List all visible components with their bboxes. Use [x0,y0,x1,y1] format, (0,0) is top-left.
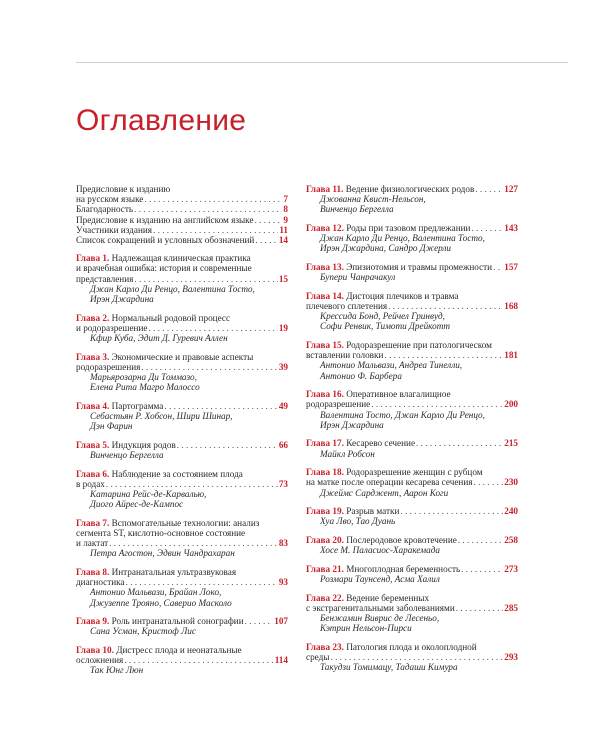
chapter-label: Глава 13. [306,262,344,272]
front-matter-entry [76,235,288,245]
chapter-authors: Джан Карло Ди Ренцо, Валентина Тосто, [320,233,485,244]
entry-leader-line [76,204,288,214]
chapter-title-text: Дистресс плода и неонатальные [116,645,242,656]
chapter-authors: Катарина Рейс-де-Карвалью, [90,489,207,500]
page-number: 107 [274,616,288,627]
chapter-title-end [76,577,125,587]
dot-leader [134,204,282,214]
chapter-entry [76,313,288,344]
chapter-title-text: с экстрагенитальными заболеваниями [306,602,455,613]
chapter-title-text: Послеродовое кровотечение [346,535,457,545]
chapter-title-text: Родоразрешение при патологическом [346,340,492,350]
chapter-title-end [306,184,474,194]
chapter-leader-line [306,535,518,545]
chapter-title-end [76,323,147,333]
dot-leader [144,194,282,204]
chapter-title-line [306,340,518,350]
chapter-title-text: Экономические и правовые аспекты [111,351,254,362]
dot-leader [255,235,277,245]
chapter-title-end [76,362,140,372]
chapter-title-line [76,518,288,528]
chapter-entry [306,467,518,498]
chapter-entry [306,262,518,282]
chapter-title-line [306,389,518,399]
chapter-title-line [76,567,288,577]
chapter-authors: Марьярозарна Ди Томмазо, [90,372,197,383]
chapter-title-text: Нормальный родовой процесс [111,312,231,323]
chapter-authors: Сана Усман, Кристоф Лис [90,626,196,637]
dot-leader [245,616,274,626]
dot-leader [456,603,503,613]
page-number: 181 [504,350,518,361]
chapter-label: Глава 3. [76,351,110,362]
front-matter-entry [76,225,288,235]
chapter-title-text: родоразрешения [76,361,141,372]
chapter-label: Глава 9. [76,616,110,627]
chapter-entry [76,518,288,559]
chapter-authors: Бенжамин Виврис де Лесеньо, [320,613,440,623]
page-number: 11 [279,224,288,235]
chapter-label: Глава 7. [76,517,110,528]
chapter-entry [306,564,518,584]
chapter-title-line [76,263,288,273]
chapter-title-end [306,506,399,516]
chapter-authors: Ирэн Джардина [320,419,384,430]
entry-title: на русском языке [76,194,144,205]
page-number: 114 [274,655,288,666]
chapter-title-line [306,593,518,603]
page-number: 143 [504,223,518,233]
chapter-title-text: Роды при тазовом предлежании [346,223,471,233]
chapter-leader-line [76,479,288,489]
dot-leader [106,479,278,489]
dot-leader [255,215,283,225]
dot-leader [153,225,278,235]
page-number: 9 [283,214,288,225]
chapter-title-text: представления [76,273,134,284]
entry-leader-line [76,215,288,225]
chapter-authors: Джан Карло Ди Ренцо, Валентина Тосто, [90,283,255,294]
chapter-leader-line [306,603,518,613]
chapter-authors: Антонио Мальвази, Андреа Тинелли, [320,360,463,371]
chapter-entry [76,253,288,304]
chapter-authors: Винченцо Бергелла [90,450,164,461]
page-number: 8 [283,204,288,215]
entry-leader-line [76,194,288,204]
front-matter-entry [76,204,288,214]
chapter-label: Глава 12. [306,223,344,233]
chapter-label: Глава 23. [306,641,344,652]
page-number: 83 [278,538,288,549]
chapter-title-text: Интранатальная ультразвуковая [111,567,237,578]
chapter-label: Глава 14. [306,290,344,301]
page-number: 215 [504,438,518,449]
entry-leader-line [76,225,288,235]
chapter-leader-line [306,477,518,487]
chapter-title-text: среды [306,652,330,662]
chapter-authors: Бупери Чанрачакул [320,272,396,283]
chapter-title-end [76,616,244,626]
chapter-label: Глава 21. [306,563,344,574]
chapter-title-text: Эпизиотомия и травмы промежности [346,262,493,272]
entry-title: Список сокращений и условных обозначений [76,235,255,246]
entry-leader-line [76,235,288,245]
chapter-title-line [76,352,288,362]
chapter-title-text: Родоразрешение женщин с рубцом [346,467,483,478]
chapter-entry [76,440,288,460]
dot-leader [109,538,278,548]
chapter-leader-line [76,616,288,626]
page-number: 49 [278,400,288,411]
chapter-authors: Джеймс Сарджент, Аарон Коги [320,487,449,498]
front-matter-list [76,184,288,245]
page-number: 258 [504,535,518,545]
chapter-title-text: вставлении головки [306,350,384,361]
page-number: 293 [504,652,518,662]
chapter-leader-line [76,440,288,450]
chapter-title-text: Наблюдение за состоянием плода [111,468,243,479]
chapter-label: Глава 15. [306,340,344,350]
entry-title: Предисловие к изданию на английском языке [76,214,254,225]
chapter-title-text: Оперативное влагалищное [346,389,451,400]
page-number: 168 [504,301,518,311]
dot-leader [177,440,278,450]
chapter-title-line [306,467,518,477]
chapters-left-list [76,253,288,675]
page-number: 93 [278,577,288,588]
chapter-label: Глава 18. [306,467,344,478]
chapter-title-end [76,538,108,548]
chapter-title-end [306,262,492,272]
chapter-title-line [76,469,288,479]
chapter-label: Глава 5. [76,439,110,450]
chapter-title-text: Кесарево сечение [346,438,416,449]
dot-leader [473,477,503,487]
chapter-label: Глава 6. [76,468,110,479]
chapter-title-text: Дистоция плечиков и травма [346,290,459,301]
page-number: 200 [504,399,518,410]
chapter-label: Глава 11. [306,184,344,194]
chapter-entry [306,506,518,526]
toc-left-column [76,184,288,684]
chapter-authors: Антонио Ф. Барбера [320,370,402,381]
chapter-authors: Джузеппе Трояно, Саверио Масколо [90,597,232,608]
chapter-entry [306,642,518,673]
chapter-title-line [76,253,288,263]
dot-leader [124,655,273,665]
chapter-authors: Елена Рита Магро Малоссо [90,382,200,393]
entry-title-line: Предисловие к изданию [76,184,171,194]
chapter-title-text: Индукция родов [111,439,176,450]
chapter-authors: Антонио Мальвази, Брайан Локо, [90,587,222,598]
chapter-authors: Хуа Лво, Тао Дуань [320,516,396,527]
page-number: 15 [278,273,288,284]
page-number: 7 [283,194,288,205]
chapter-title-end [306,301,387,311]
chapter-title-end [76,440,176,450]
chapter-title-text: плечевого сплетения [306,301,388,311]
chapter-leader-line [76,577,288,587]
chapter-authors: Джованна Квист-Нельсон, [320,194,426,205]
chapter-title-line [76,313,288,323]
chapter-title-end [306,603,455,613]
chapter-entry [76,645,288,676]
dot-leader [141,362,277,372]
page-number: 273 [504,563,518,574]
chapter-entry [76,401,288,432]
chapter-title-text: в родах [76,478,105,489]
chapter-entry [306,535,518,555]
chapter-authors: Винченцо Бергелла [320,204,394,215]
dot-leader [384,350,503,360]
chapter-title-text: Многоплодная беременность [346,563,461,574]
chapter-title-end [306,350,383,360]
chapter-leader-line [76,401,288,411]
dot-leader [475,184,503,194]
chapter-leader-line [76,323,288,333]
chapter-title-text: на матке после операции кесарева сечения [306,477,473,488]
chapter-leader-line [306,399,518,409]
top-divider [76,62,568,63]
chapter-authors: Розмари Таунсенд, Асма Халил [320,574,440,584]
chapter-leader-line [306,564,518,574]
chapter-label: Глава 19. [306,506,344,517]
chapter-title-end [306,652,329,662]
dot-leader [148,323,277,333]
chapter-leader-line [76,655,288,665]
dot-leader [134,274,277,284]
chapter-leader-line [76,362,288,372]
chapter-title-line [306,642,518,652]
chapter-authors: Крессида Бонд, Рейчел Гринвуд, [320,311,445,322]
chapter-title-end [306,399,370,409]
chapter-authors: Так Юнг Люн [90,665,144,676]
chapter-title-end [76,274,133,284]
chapter-authors: Петра Агостон, Эдвин Чандрахаран [90,548,235,559]
chapter-title-end [306,564,460,574]
page-number: 240 [504,506,518,517]
chapter-leader-line [76,538,288,548]
chapter-entry [306,340,518,381]
dot-leader [471,223,503,233]
chapter-leader-line [306,262,518,272]
chapter-entry [306,389,518,430]
chapter-label: Глава 20. [306,535,344,545]
chapter-title-text: и родоразрешение [76,322,148,333]
chapter-authors: Такудзи Томимацу, Тадаши Кимура [320,662,458,673]
chapter-authors: Ирэн Джардина [90,294,154,305]
page-number: 66 [278,439,288,450]
chapter-authors: Софи Ренвик, Тимоти Дрейкотт [320,321,450,332]
chapter-authors: Дэн Фарин [90,421,133,432]
dot-leader [493,262,503,272]
chapter-title-line [76,645,288,655]
chapter-label: Глава 8. [76,567,110,578]
entry-title: Участники издания [76,224,152,235]
page-number: 285 [504,602,518,613]
chapter-title-end [306,535,457,545]
page-number: 14 [278,235,288,246]
chapter-label: Глава 2. [76,312,110,323]
dot-leader [458,535,503,545]
page-number: 39 [278,361,288,372]
chapter-title-text: Роль интранатальной сонографии [111,616,244,627]
chapter-entry [76,469,288,510]
chapter-authors: Майкл Робсон [320,448,375,459]
chapter-authors: Кэтрин Нельсон-Пирси [320,623,412,634]
toc-right-column [306,184,518,681]
chapter-title-end [306,438,415,448]
chapter-label: Глава 16. [306,389,344,400]
chapter-entry [76,567,288,608]
chapter-label: Глава 1. [76,253,110,264]
chapter-label: Глава 22. [306,592,344,603]
chapter-leader-line [306,184,518,194]
chapter-title-text: Ведение беременных [346,592,430,603]
chapter-title-text: осложнения [76,655,124,666]
chapter-title-text: Ведение физиологических родов [345,184,475,194]
chapter-title-line [76,528,288,538]
chapter-title-text: Надлежащая клиническая практика [111,253,251,264]
chapter-title-end [306,477,472,487]
chapter-title-text: Вспомогательные технологии: анализ [111,517,260,528]
dot-leader [388,301,503,311]
chapter-entry [306,291,518,332]
chapter-title-text: диагностика [76,577,125,588]
chapter-label: Глава 4. [76,400,110,411]
chapter-entry [76,616,288,636]
chapter-leader-line [306,223,518,233]
chapter-title-text: Разрыв матки [346,506,400,517]
page-number: 230 [504,477,518,488]
chapter-title-end [76,655,123,665]
front-matter-entry [76,215,288,225]
dot-leader [400,506,503,516]
page-number: 73 [278,478,288,489]
chapter-label: Глава 17. [306,438,344,449]
chapter-authors: Хосе М. Паласиос-Харакемада [320,545,440,556]
chapter-title-text: и врачебная ошибка: история и современные [76,263,252,274]
page-title: Оглавление [76,104,247,137]
chapter-entry [306,438,518,458]
chapter-title-text: Партограмма [111,400,164,411]
chapter-title-text: родоразрешение [306,399,371,410]
chapter-title-text: сегмента ST, кислотно-основное состояние [76,528,246,539]
front-matter-entry [76,184,288,204]
chapter-title-text: и лактат [76,538,109,549]
chapter-leader-line [306,301,518,311]
dot-leader [330,652,503,662]
chapters-right-list [306,184,518,672]
dot-leader [371,399,503,409]
chapter-leader-line [306,438,518,448]
chapter-entry [76,352,288,393]
chapter-title-text: Патология плода и околоплодной [346,641,477,652]
dot-leader [126,577,278,587]
dot-leader [461,564,503,574]
chapter-leader-line [306,506,518,516]
chapter-leader-line [306,350,518,360]
chapter-authors: Кфир Куба, Эдит Д. Гуревич Аллен [90,333,228,344]
page-number: 157 [504,262,518,272]
chapter-authors: Валентина Тосто, Джан Карло Ди Ренцо, [320,409,485,420]
dot-leader [416,438,503,448]
chapter-authors: Диого Айрес-де-Кампос [90,499,184,510]
chapter-leader-line [76,274,288,284]
chapter-title-end [76,401,163,411]
chapter-entry [306,184,518,215]
chapter-label: Глава 10. [76,645,114,656]
entry-title: Благодарность [76,204,134,215]
chapter-leader-line [306,652,518,662]
page-number: 19 [278,322,288,333]
chapter-entry [306,223,518,254]
chapter-title-end [76,479,105,489]
chapter-title-line [306,291,518,301]
page-number: 127 [504,184,518,194]
chapter-entry [306,593,518,634]
chapter-title-end [306,223,470,233]
chapter-authors: Ирэн Джардина, Сандро Джерли [320,243,452,254]
dot-leader [164,401,277,411]
chapter-authors: Себастьян Р. Хобсон, Шири Шинар, [90,411,233,422]
